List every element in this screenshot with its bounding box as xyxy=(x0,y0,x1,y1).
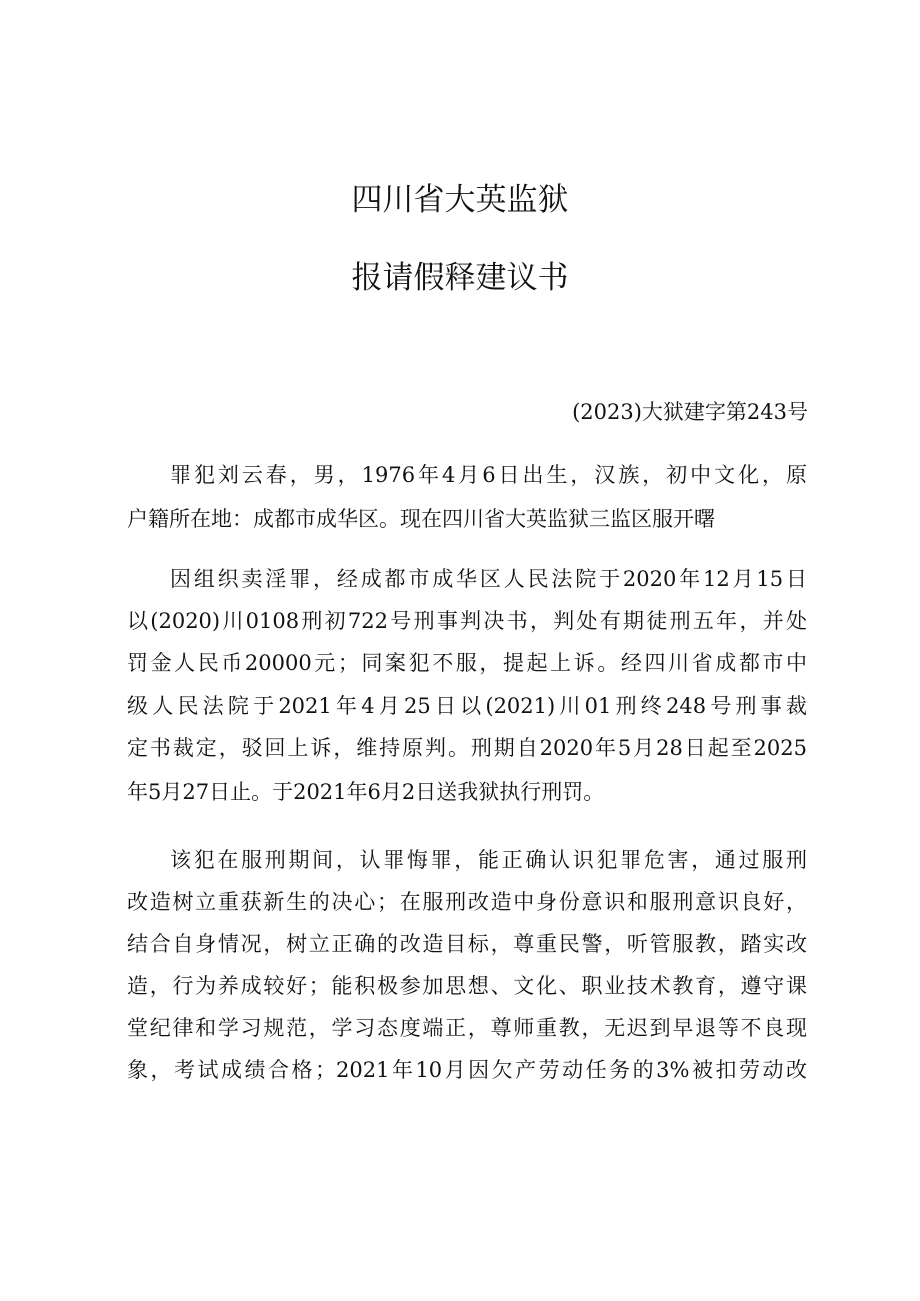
paragraph-3-line-4: 造，行为养成较好；能积极参加思想、文化、职业技术教育，遵守课 xyxy=(127,974,807,998)
paragraph-2-line-4: 级人民法院于2021年4月25日以(2021)川01刑终248号刑事裁 xyxy=(127,694,807,718)
paragraph-3-line-3: 结合自身情况，树立正确的改造目标，尊重民警，听管服教，踏实改 xyxy=(127,932,807,956)
paragraph-2-line-5: 定书裁定，驳回上诉，维持原判。刑期自2020年5月28日起至2025 xyxy=(127,736,807,760)
document-number: (2023)大狱建字第243号 xyxy=(572,400,808,424)
paragraph-2-line-6: 年5月27日止。于2021年6月2日送我狱执行刑罚。 xyxy=(127,780,605,804)
document-title-institution: 四川省大英监狱 xyxy=(351,182,569,218)
paragraph-3-line-2: 改造树立重获新生的决心；在服刑改造中身份意识和服刑意识良好， xyxy=(127,890,807,914)
document-title-type: 报请假释建议书 xyxy=(351,260,569,296)
paragraph-3-line-5: 堂纪律和学习规范，学习态度端正，尊师重教，无迟到早退等不良现 xyxy=(127,1016,807,1040)
paragraph-2-line-2: 以(2020)川0108刑初722号刑事判决书，判处有期徒刑五年，并处 xyxy=(127,609,807,633)
paragraph-3-line-6: 象，考试成绩合格；2021年10月因欠产劳动任务的3%被扣劳动改 xyxy=(127,1058,807,1082)
paragraph-3-line-1: 该犯在服刑期间，认罪悔罪，能正确认识犯罪危害，通过服刑 xyxy=(170,848,807,872)
paragraph-2-line-3: 罚金人民币20000元；同案犯不服，提起上诉。经四川省成都市中 xyxy=(127,651,807,675)
paragraph-1-line-1: 罪犯刘云春，男，1976年4月6日出生，汉族，初中文化，原 xyxy=(170,463,807,487)
paragraph-1-line-2: 户籍所在地：成都市成华区。现在四川省大英监狱三监区服开曙 xyxy=(127,507,715,531)
paragraph-2-line-1: 因组织卖淫罪，经成都市成华区人民法院于2020年12月15日 xyxy=(170,567,807,591)
